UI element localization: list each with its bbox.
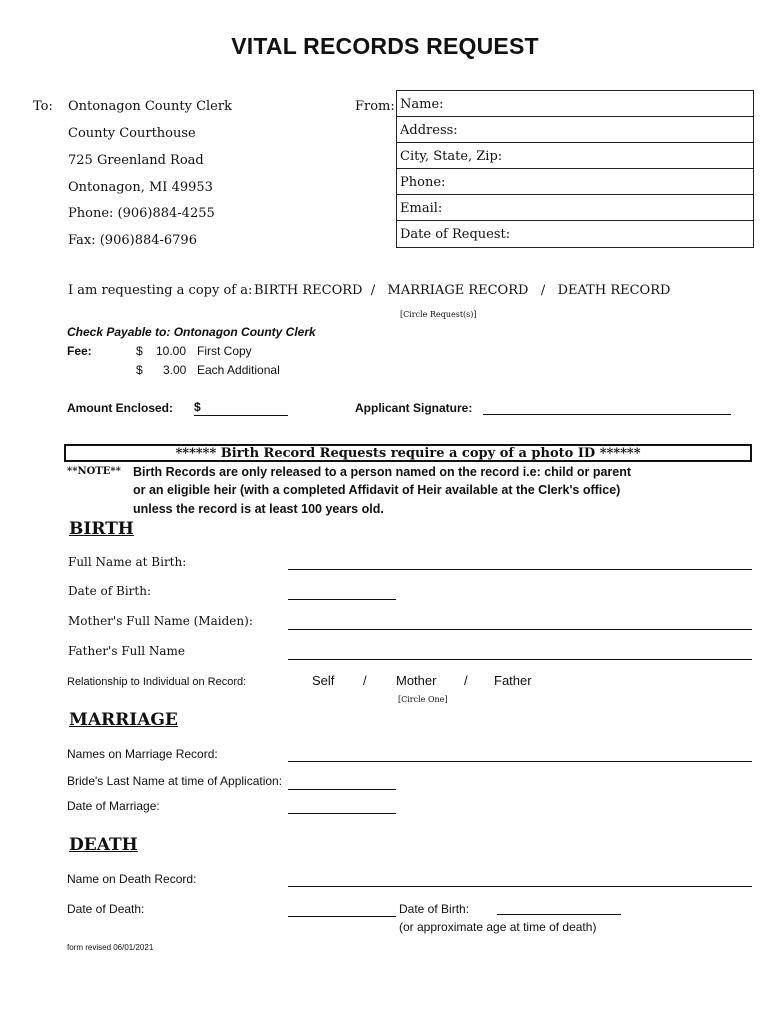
note-line: Birth Records are only released to a person named on the record i.e: child or parent xyxy=(133,465,632,479)
fee-add-dollar: $ xyxy=(136,363,143,377)
request-prefix: I am requesting a copy of a: xyxy=(68,283,253,298)
from-date-of-request-field[interactable]: Date of Request: xyxy=(400,227,511,242)
from-label: From: xyxy=(355,99,395,114)
fee-label: Fee: xyxy=(67,344,92,358)
marriage-date-field[interactable] xyxy=(288,813,396,814)
relationship-separator: / xyxy=(464,673,468,688)
death-name-field[interactable] xyxy=(288,886,752,887)
amount-dollar-symbol: $ xyxy=(194,400,201,414)
birth-dob-label: Date of Birth: xyxy=(68,584,151,598)
signature-label: Applicant Signature: xyxy=(355,401,473,415)
from-phone-field[interactable]: Phone: xyxy=(397,169,753,195)
page-title: VITAL RECORDS REQUEST xyxy=(231,33,539,59)
death-dob-field[interactable] xyxy=(497,914,621,915)
death-date-label: Date of Death: xyxy=(67,902,145,916)
birth-mother-label: Mother's Full Name (Maiden): xyxy=(68,614,253,628)
fee-add-desc: Each Additional xyxy=(197,363,280,377)
note-line: unless the record is at least 100 years old. xyxy=(133,502,384,516)
death-approx-age-note: (or approximate age at time of death) xyxy=(399,920,597,934)
relationship-father-option[interactable]: Father xyxy=(494,673,532,688)
fee-first-dollar: $ xyxy=(136,344,143,358)
marriage-bride-label: Bride's Last Name at time of Application: xyxy=(67,774,283,788)
death-dob-label: Date of Birth: xyxy=(399,902,470,916)
request-options[interactable]: BIRTH RECORD / MARRIAGE RECORD / DEATH RECORD xyxy=(254,283,671,298)
from-fields-table xyxy=(396,90,754,248)
amount-enclosed-field[interactable] xyxy=(194,415,288,416)
birth-heading: BIRTH xyxy=(69,519,134,539)
birth-dob-field[interactable] xyxy=(288,599,396,600)
to-address-line: Ontonagon, MI 49953 xyxy=(68,180,213,195)
to-address-line: Ontonagon County Clerk xyxy=(68,99,232,114)
birth-father-label: Father's Full Name xyxy=(68,644,186,658)
relationship-separator: / xyxy=(363,673,367,688)
death-heading: DEATH xyxy=(69,835,138,855)
birth-relationship-label: Relationship to Individual on Record: xyxy=(67,676,247,688)
photo-id-banner: ****** Birth Record Requests require a copy of a photo ID ****** xyxy=(64,444,752,462)
from-address-field[interactable]: Address: xyxy=(397,117,753,143)
amount-enclosed-label: Amount Enclosed: xyxy=(67,401,174,415)
relationship-self-option[interactable]: Self xyxy=(312,673,335,688)
check-payable-text: Check Payable to: Ontonagon County Clerk xyxy=(67,325,316,339)
marriage-bride-field[interactable] xyxy=(288,789,396,790)
relationship-mother-option[interactable]: Mother xyxy=(396,673,437,688)
marriage-heading: MARRIAGE xyxy=(69,710,178,730)
death-name-label: Name on Death Record: xyxy=(67,872,197,886)
fee-first-desc: First Copy xyxy=(197,344,252,358)
from-email-field[interactable]: Email: xyxy=(397,195,753,221)
fee-add-amount: 3.00 xyxy=(163,363,187,377)
signature-field[interactable] xyxy=(483,414,731,415)
note-line: or an eligible heir (with a completed Affidavit of Heir available at the Clerk's office) xyxy=(133,483,621,497)
birth-full-name-field[interactable] xyxy=(288,569,752,570)
fee-first-amount: 10.00 xyxy=(156,344,187,358)
to-address-line: Phone: (906)884-4255 xyxy=(68,206,215,221)
marriage-names-label: Names on Marriage Record: xyxy=(67,747,218,761)
to-address-line: County Courthouse xyxy=(68,126,196,141)
marriage-names-field[interactable] xyxy=(288,761,752,762)
death-date-field[interactable] xyxy=(288,916,396,917)
from-city-state-zip-field[interactable]: City, State, Zip: xyxy=(397,143,753,169)
to-address-line: Fax: (906)884-6796 xyxy=(68,233,197,248)
circle-one-hint: [Circle One] xyxy=(398,695,448,704)
to-label: To: xyxy=(33,99,53,114)
birth-mother-field[interactable] xyxy=(288,629,752,630)
birth-full-name-label: Full Name at Birth: xyxy=(68,555,187,569)
to-address-line: 725 Greenland Road xyxy=(68,153,204,168)
request-hint: [Circle Request(s)] xyxy=(400,310,477,319)
form-revised-footer: form revised 06/01/2021 xyxy=(67,943,154,952)
note-label: **NOTE** xyxy=(67,466,121,477)
marriage-date-label: Date of Marriage: xyxy=(67,799,160,813)
birth-father-field[interactable] xyxy=(288,659,752,660)
from-name-field[interactable]: Name: xyxy=(397,91,753,117)
